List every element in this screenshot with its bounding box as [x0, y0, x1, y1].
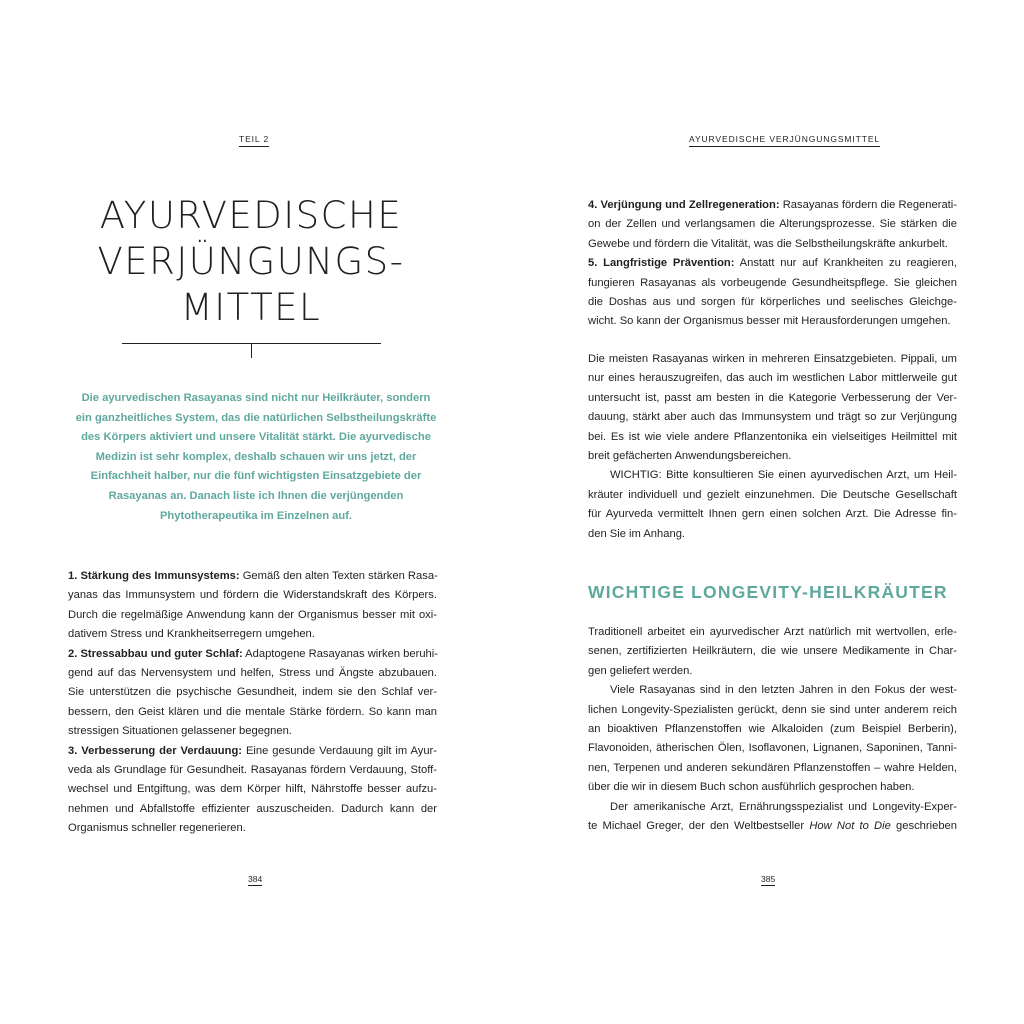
item-3-heading: 3. Verbesserung der Verdauung: — [68, 744, 243, 757]
item-4-line — [588, 196, 957, 215]
body-line: Gewebe und fördern die Vitalität, was die Selbstheilungskräfte ankurbelt. — [588, 237, 948, 250]
right-list-block — [588, 196, 957, 332]
body-line: Durch die regelmäßige Anwendung kann der Organismus besser mit oxi- — [68, 608, 437, 621]
item-3-line — [68, 742, 437, 761]
body-line: stressigen Situationen gelassener begegnen. — [68, 725, 292, 738]
item-4-heading: 4. Verjüngung und Zellregeneration: — [588, 199, 780, 211]
item-4-text: Rasayanas fördern die Regenerati- — [779, 199, 957, 211]
item-1-text: Gemäß den alten Texten stärken Rasa- — [239, 570, 438, 582]
body-line: nehmen und Abfallstoffe effizienter auszuscheiden. Dadurch kann der — [68, 802, 437, 815]
text-segment: geschrieben — [890, 820, 958, 833]
intro-line: Phytotherapeutika im Einzelnen auf. — [159, 509, 353, 522]
body-line: Organismus schneller regenerieren. — [68, 822, 246, 835]
item-3-text: Eine gesunde Verdauung gilt im Ayur- — [242, 744, 437, 757]
intro-paragraph — [70, 389, 442, 526]
title-line: AYURVEDISCHE — [99, 194, 403, 237]
body-line: an bioaktiven Pflanzenstoffen wie Alkaloiden (zum Beispiel Berberin), — [588, 723, 957, 736]
body-line: gend auf das Nervensystem und helfen, Stress und Ängste abzubauen. — [68, 667, 437, 680]
intro-line: Einfachheit halber, nur die fünf wichtigsten Einsatzgebiete der — [90, 470, 422, 483]
body-line: breit gefächerten Anwendungsbereichen. — [588, 450, 792, 463]
intro-line: Die ayurvedischen Rasayanas sind nicht nur Heilkräuter, sondern — [81, 392, 431, 404]
item-1-heading: 1. Stärkung des Immunsystems: — [68, 570, 240, 582]
body-line: gen geliefert werden. — [588, 664, 693, 677]
body-line: on der Zellen und verlangsamen die Alterungsprozesse. Sie stärken die — [588, 218, 957, 231]
body-line: dativem Stress und Krankheitserregern umgehen. — [68, 628, 315, 641]
body-line: Traditionell arbeitet ein ayurvedischer Arzt natürlich mit wertvollen, erle- — [588, 626, 957, 638]
item-5-heading: 5. Langfristige Prävention: — [588, 257, 735, 270]
page-number-left: 384 — [248, 874, 263, 884]
title-line: VERJÜNGUNGS- — [97, 240, 405, 283]
item-5-text: Anstatt nur auf Krankheiten zu reagieren, — [734, 257, 957, 270]
body-line: kräuter individuell und gezielt einzunehmen. Die Deutsche Gesellschaft — [588, 488, 957, 501]
body-line-with-book-title — [588, 817, 957, 836]
body-line: veda als Grundlage für Gesundheit. Rasayanas fördern Verdauung, Stoff- — [68, 764, 437, 777]
notice-line: WICHTIG: Bitte konsultieren Sie einen ayurvedischen Arzt, um Heil- — [610, 469, 957, 482]
intro-line: des Körpers aktiviert und unsere Vitalität stärkt. Die ayurvedische — [81, 431, 431, 444]
body-line: für Ayurveda vermittelt Ihnen gern einen solchen Arzt. Die Adresse fin- — [588, 508, 957, 521]
page-number-right: 385 — [761, 874, 776, 884]
item-2-text: Adaptogene Rasayanas wirken beruhi- — [242, 647, 438, 660]
body-line: Sie unterstützen die psychische Gesundheit, indem sie den Schlaf ver- — [68, 686, 437, 699]
right-paragraphs-block — [588, 350, 957, 544]
body-line: dauung, stärkt aber auch das Immunsystem und trägt so zur Verjüngung — [588, 411, 957, 424]
left-body-text — [68, 567, 437, 839]
body-line: fungieren Rasayanas als vorbeugende Gesundheitspflege. Sie gleichen — [588, 276, 957, 289]
running-head-left: TEIL 2 — [239, 134, 269, 147]
right-section-text — [588, 623, 957, 836]
body-line: yanas das Immunsystem und fördern die Widerstandskraft des Körpers. — [68, 589, 437, 602]
body-line: Flavonoiden, ätherischen Ölen, Isoflavonen, Lignanen, Saponinen, Tanni- — [588, 742, 957, 755]
item-2-line — [68, 645, 437, 664]
body-line: untersucht ist, passt am besten in die Kategorie Verbesserung der Ver- — [588, 391, 957, 404]
body-line: den Sie im Anhang. — [588, 527, 686, 540]
item-1-line — [68, 567, 437, 586]
body-line: lichen Longevity-Spezialisten gerückt, denn sie sind unter anderem reich — [588, 703, 957, 716]
intro-line: Medizin ist sehr komplex, deshalb schauen wir uns jetzt, der — [95, 450, 417, 463]
body-line: senen, zertifizierten Heilkräutern, die wie unsere Medikamente in Char- — [588, 645, 957, 658]
chapter-title — [60, 193, 442, 331]
ornament-tick — [251, 343, 252, 358]
body-line: über die wir in diesem Buch schon ausführlich gesprochen haben. — [588, 781, 915, 794]
body-line: nen, Terpenen und anderen sekundären Pflanzenstoffen – wahre Helden, — [588, 761, 957, 774]
intro-line: ein ganzheitliches System, das die natürlichen Selbstheilungskräfte — [75, 411, 437, 424]
body-line: wechsel und Entgiftung, was dem Körper hilft, Nährstoffe besser aufzu- — [68, 783, 437, 796]
body-line: Der amerikanische Arzt, Ernährungsspezialist und Longevity-Exper- — [610, 800, 957, 813]
intro-line: Rasayanas an. Danach liste ich Ihnen die verjüngenden — [108, 489, 404, 502]
body-line: Viele Rasayanas sind in den letzten Jahren in den Fokus der west- — [610, 684, 957, 697]
body-line: wicht. So kann der Organismus besser mit Herausforderungen umgehen. — [588, 315, 951, 328]
item-2-heading: 2. Stressabbau und guter Schlaf: — [68, 647, 243, 660]
body-line: Die meisten Rasayanas wirken in mehreren Einsatzgebieten. Pippali, um — [588, 353, 957, 365]
text-segment: te Michael Greger, der den Weltbestseller — [588, 820, 810, 833]
section-heading: WICHTIGE LONGEVITY-HEILKRÄUTER — [588, 582, 948, 602]
body-line: bei. Es ist wie viele andere Pflanzentonika ein vielseitiges Heilmittel mit — [588, 430, 957, 443]
right-page — [512, 0, 1024, 1024]
running-head-right: AYURVEDISCHE VERJÜNGUNGSMITTEL — [689, 134, 880, 147]
body-line: nur eines herauszugreifen, das auch im westlichen Labor mittlerweile gut — [588, 372, 957, 385]
title-line: MITTEL — [180, 286, 322, 329]
body-line: bessern, den Geist klären und die mentale Stärke fördern. So kann man — [68, 705, 437, 718]
item-5-line — [588, 254, 957, 273]
body-line: die Doshas aus und sorgen für körperliches und seelisches Gleichge- — [588, 296, 957, 309]
title-ornament — [122, 341, 381, 359]
book-title: How Not to Die — [809, 820, 891, 833]
